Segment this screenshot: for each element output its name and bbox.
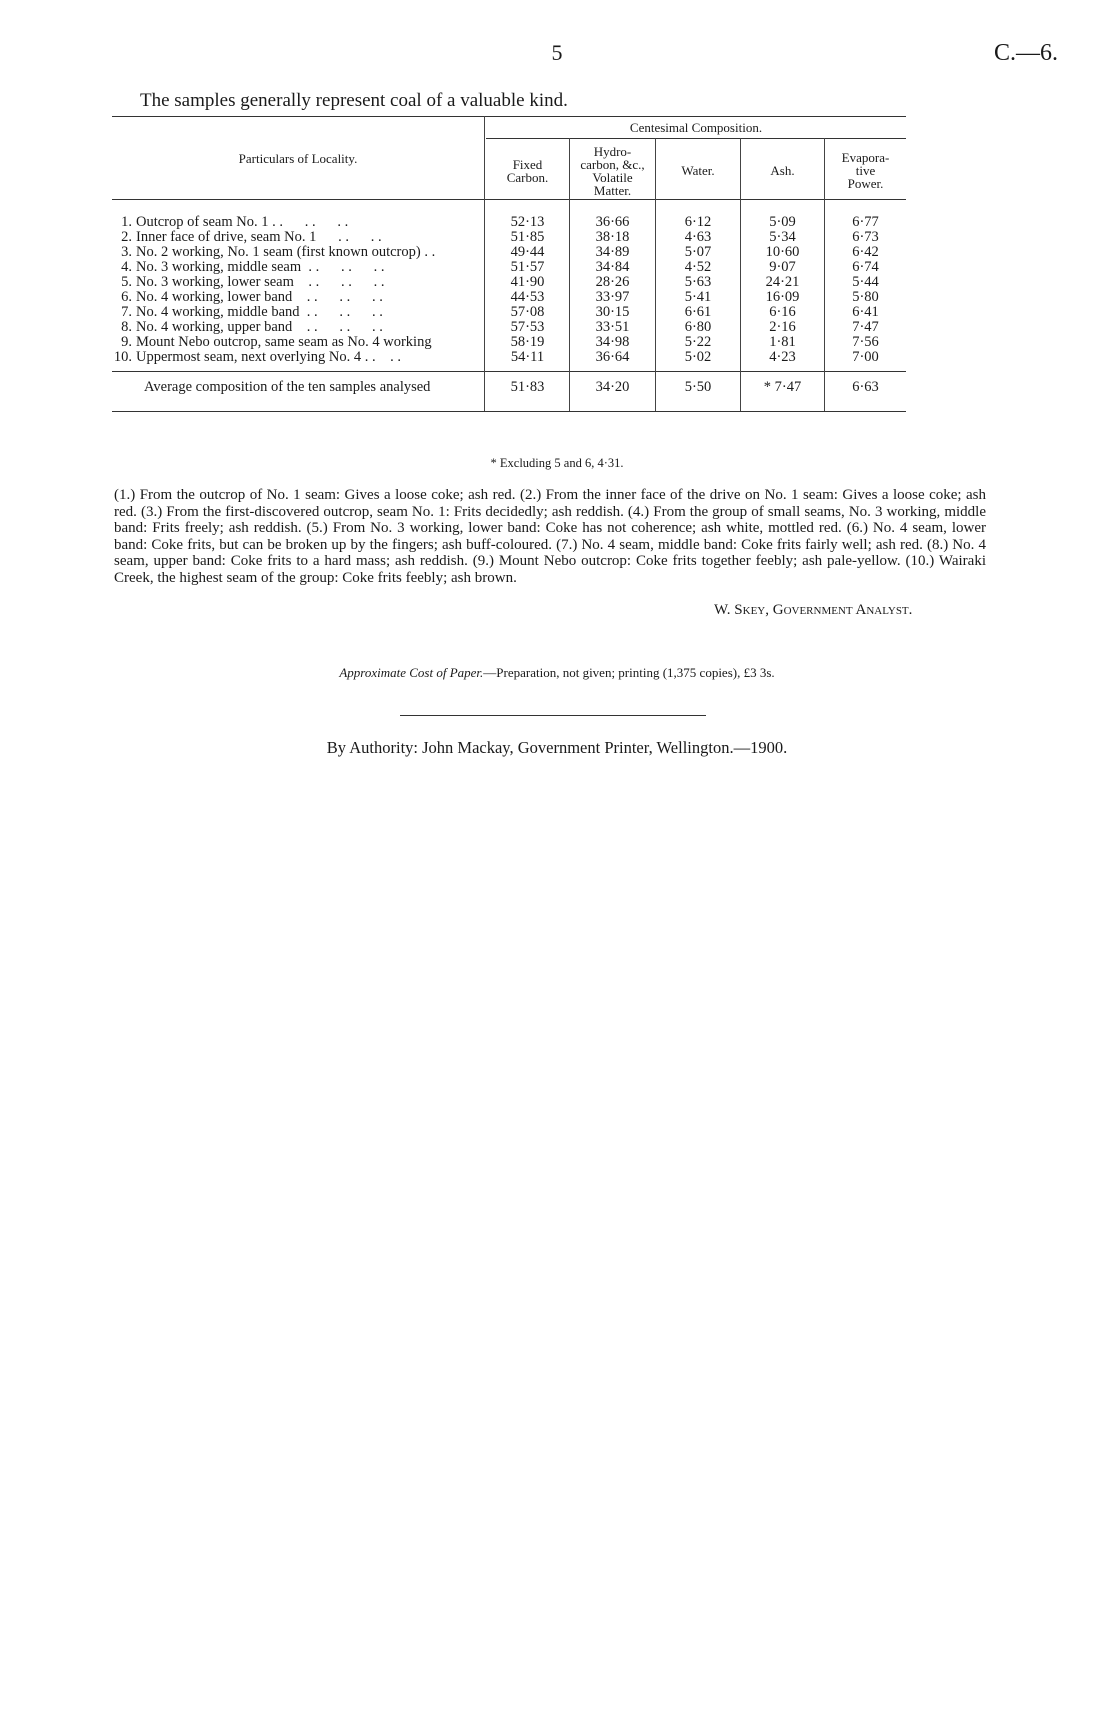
printer-imprint: By Authority: John Mackay, Government Printer, Wellington.—1900. [326, 738, 788, 757]
approximate-cost [0, 665, 1114, 681]
average-fixed-carbon: 51·83 [510, 379, 545, 395]
table-cell-water: 5·63 [684, 274, 712, 290]
locality-text: No. 2 working, No. 1 seam (first known outcrop) . . [136, 244, 436, 260]
locality-text: No. 4 working, middle band [136, 304, 300, 320]
table-cell-water: 5·22 [684, 334, 712, 350]
locality-text: No. 3 working, lower seam [136, 274, 294, 290]
table-cell-fixed: 51·85 [510, 229, 545, 245]
leader-dots: . . . . . . [268, 214, 349, 230]
table-cell-ash: 16·09 [765, 289, 800, 305]
sample-notes [114, 487, 986, 618]
table-cell-ash: 1·81 [769, 334, 796, 350]
locality-text: Outcrop of seam No. 1 [136, 214, 269, 230]
table-cell-fixed: 41·90 [510, 274, 545, 290]
table-cell-ash: 10·60 [765, 244, 800, 260]
locality-text: Inner face of drive, seam No. 1 [136, 229, 317, 245]
cost-label: Approximate Cost of Paper. [339, 665, 484, 680]
table-cell-ash: 4·23 [769, 349, 796, 365]
fixed-carbon-header-line: Fixed [512, 157, 543, 172]
locality-header: Particulars of Locality. [238, 151, 358, 166]
table-top-rule [112, 116, 906, 117]
composition-header: Centesimal Composition. [629, 120, 763, 135]
table-footnote: * Excluding 5 and 6, 4·31. [490, 456, 624, 470]
locality-text: No. 4 working, lower band [136, 289, 293, 305]
table-cell-ash: 9·07 [769, 259, 796, 275]
table-cell-hydro: 36·64 [595, 349, 630, 365]
table-cell-fixed: 57·53 [510, 319, 545, 335]
fixed-carbon-header-line: Carbon. [506, 170, 549, 185]
table-cell-evap: 7·00 [852, 349, 879, 365]
table-cell-evap: 6·74 [852, 259, 879, 275]
table-cell-hydro: 33·97 [595, 289, 630, 305]
average-ash: * 7·47 [763, 379, 802, 395]
average-water: 5·50 [684, 379, 712, 395]
column-separator [484, 116, 485, 411]
table-cell-water: 4·63 [684, 229, 712, 245]
table-cell-water: 4·52 [684, 259, 712, 275]
table-cell-hydro: 28·26 [595, 274, 630, 290]
hydrocarbon-header-line: Volatile [592, 170, 633, 185]
row-number: 3. [121, 244, 132, 260]
table-cell-evap: 7·47 [852, 319, 879, 335]
row-number: 8. [121, 319, 132, 335]
leader-dots: . . . . . . [301, 259, 385, 275]
document-reference: C.—6. [993, 40, 1058, 66]
leader-dots: . . . . . . [292, 319, 383, 335]
hydrocarbon-header-line: Hydro- [593, 144, 632, 159]
row-number: 10. [113, 349, 132, 365]
table-cell-ash: 5·34 [769, 229, 796, 245]
average-label: Average composition of the ten samples analysed [144, 379, 431, 395]
row-number: 7. [121, 304, 132, 320]
table-cell-fixed: 49·44 [510, 244, 545, 260]
table-cell-evap: 6·42 [852, 244, 879, 260]
table-cell-fixed: 54·11 [510, 349, 545, 365]
table-cell-hydro: 34·89 [595, 244, 630, 260]
table-cell-ash: 2·16 [769, 319, 796, 335]
table-cell-ash: 6·16 [769, 304, 796, 320]
notes-text: (1.) From the outcrop of No. 1 seam: Gives a loose coke; ash red. (2.) From the inner face of the drive on No. 1 seam: Gives a loose coke; ash red. (3.) From the first-discovered outcrop, seam No. 1: Frits decidedly; ash reddish. (4.) From the group of small seams, No. 3 working, middle band: Frits freely; ash reddish. (5.) From No. 3 working, lower band: Coke has not coherence; ash white, mottled red. (6.) No. 4 seam, lower band: Coke frits, but can be broken up by the fingers; ash buff-coloured. (7.) No. 4 seam, middle band: Coke frits fairly well; ash red. (8.) No. 4 seam, upper band: Coke frits to a hard mass; ash reddish. (9.) Mount Nebo outcrop: Coke frits together feebly; ash pale-yellow. (10.) Wairaki Creek, the highest seam of the group: Coke frits feebly; ash brown. [114, 487, 986, 586]
table-cell-fixed: 58·19 [510, 334, 545, 350]
leader-dots: . . . . . . [299, 304, 383, 320]
average-evaporative-power: 6·63 [852, 379, 879, 395]
composition-header-rule [486, 138, 906, 139]
table-cell-hydro: 30·15 [595, 304, 630, 320]
locality-text: Mount Nebo outcrop, same seam as No. 4 working [136, 334, 432, 350]
table-cell-water: 6·61 [684, 304, 712, 320]
water-header: Water. [681, 163, 715, 178]
cost-text: —Preparation, not given; printing (1,375 copies), £3 3s. [483, 665, 775, 680]
table-bottom-rule [112, 411, 906, 412]
locality-text: No. 4 working, upper band [136, 319, 293, 335]
table-cell-evap: 6·73 [852, 229, 879, 245]
table-cell-hydro: 34·84 [595, 259, 630, 275]
table-cell-water: 5·07 [684, 244, 712, 260]
ash-header: Ash. [770, 163, 795, 178]
table-cell-evap: 5·80 [852, 289, 879, 305]
table-cell-ash: 5·09 [769, 214, 796, 230]
row-number: 4. [121, 259, 132, 275]
table-cell-water: 5·02 [684, 349, 712, 365]
analyst-signature: W. Skey, Government Analyst. [714, 602, 913, 618]
table-cell-ash: 24·21 [765, 274, 800, 290]
locality-text: No. 3 working, middle seam [136, 259, 302, 275]
hydrocarbon-header-line: carbon, &c., [580, 157, 645, 172]
row-number: 9. [121, 334, 132, 350]
hydrocarbon-header [570, 145, 655, 197]
locality-text: Uppermost seam, next overlying No. 4 . . [136, 349, 376, 365]
average-top-rule [112, 371, 906, 372]
header-bottom-rule [112, 199, 906, 200]
page-number: 5 [551, 40, 563, 65]
table-cell-hydro: 34·98 [595, 334, 630, 350]
table-cell-evap: 6·41 [852, 304, 879, 320]
fixed-carbon-header [486, 158, 569, 184]
evaporative-header-line: Power. [847, 176, 884, 191]
row-number: 5. [121, 274, 132, 290]
table-cell-evap: 7·56 [852, 334, 879, 350]
evaporative-header-line: Evapora- [841, 150, 890, 165]
table-cell-evap: 6·77 [852, 214, 879, 230]
evaporative-header-line: tive [855, 163, 876, 178]
leader-dots: . . [375, 349, 401, 365]
table-cell-fixed: 44·53 [510, 289, 545, 305]
intro-sentence: The samples generally represent coal of a valuable kind. [140, 90, 568, 111]
imprint-rule [400, 715, 706, 716]
table-cell-water: 5·41 [684, 289, 712, 305]
average-hydrocarbon: 34·20 [595, 379, 630, 395]
leader-dots: . . . . [316, 229, 382, 245]
table-cell-fixed: 52·13 [510, 214, 545, 230]
evaporative-power-header [825, 151, 906, 190]
table-row-locality [104, 349, 401, 366]
table-cell-water: 6·12 [684, 214, 712, 230]
table-cell-evap: 5·44 [852, 274, 879, 290]
table-cell-water: 6·80 [684, 319, 712, 335]
leader-dots: . . . . . . [292, 289, 383, 305]
row-number: 6. [121, 289, 132, 305]
table-cell-hydro: 38·18 [595, 229, 630, 245]
row-number: 1. [121, 214, 132, 230]
row-number: 2. [121, 229, 132, 245]
table-cell-hydro: 36·66 [595, 214, 630, 230]
table-cell-fixed: 51·57 [510, 259, 545, 275]
table-cell-hydro: 33·51 [595, 319, 630, 335]
hydrocarbon-header-line: Matter. [593, 183, 632, 198]
table-cell-fixed: 57·08 [510, 304, 545, 320]
leader-dots: . . . . . . [293, 274, 385, 290]
